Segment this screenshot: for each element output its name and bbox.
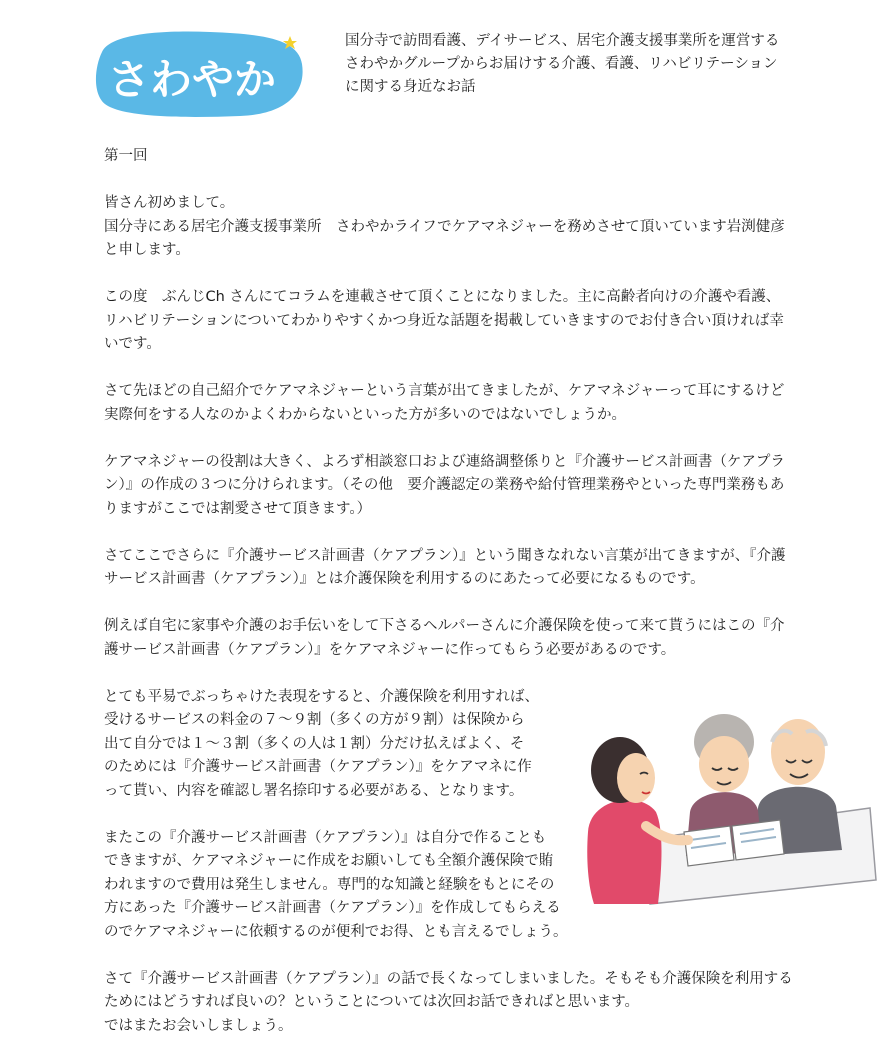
paragraph-line: できますが、ケアマネジャーに作成をお願いしても全額介護保険で賄	[104, 850, 804, 874]
paragraph-line: ではまたお会いしましょう。	[104, 1015, 804, 1038]
paragraph-line: さて先ほどの自己紹介でケアマネジャーという言葉が出てきましたが、ケアマネジャーって耳にするけど	[104, 380, 804, 404]
paragraph-line: のでケアマネジャーに依頼するのが便利でお得、とも言えるでしょう。	[104, 921, 804, 945]
paragraph-line: 方にあった『介護サービス計画書（ケアプラン）』を作成してもらえる	[104, 897, 804, 921]
paragraph-line: 国分寺にある居宅介護支援事業所 さわやかライフでケアマネジャーを務めさせて頂いています岩渕健彦	[104, 216, 804, 240]
paragraph-line: と申します。	[104, 239, 804, 263]
logo-text: さわやか	[108, 55, 276, 104]
paragraph-line: のためには『介護サービス計画書（ケアプラン）』をケアマネに作	[104, 756, 804, 780]
paragraph-line: さてここでさらに『介護サービス計画書（ケアプラン）』という聞きなれない言葉が出てきますが、『介護	[104, 545, 804, 569]
article-heading: 第一回	[104, 145, 804, 169]
paragraph-line: 出て自分では１〜３割（多くの人は１割）分だけ払えばよく、そ	[104, 733, 804, 757]
paragraph-line: りますがここでは割愛させて頂きます。）	[104, 498, 804, 522]
paragraph-line: またこの『介護サービス計画書（ケアプラン）』は自分で作ることも	[104, 827, 804, 851]
care-manager-consultation-illustration	[580, 690, 880, 905]
paragraph-line: って貰い、内容を確認し署名捺印する必要がある、となります。	[104, 780, 804, 804]
paragraph-line: リハビリテーションについてわかりやすくかつ身近な話題を掲載していきますのでお付き合い頂ければ幸	[104, 310, 804, 334]
paragraph-line: 皆さん初めまして。	[104, 192, 804, 216]
tagline-line: さわやかグループからお届けする介護、看護、リハビリテーション	[345, 53, 815, 76]
paragraph-line: とても平易でぶっちゃけた表現をすると、介護保険を利用すれば、	[104, 686, 804, 710]
logo-graphic	[90, 28, 308, 120]
paragraph-line: 受けるサービスの料金の７〜９割（多くの方が９割）は保険から	[104, 709, 804, 733]
tagline-line: に関する身近なお話	[345, 76, 815, 99]
paragraph-line: ン）』の作成の３つに分けられます。（その他 要介護認定の業務や給付管理業務やといった専門業務もあ	[104, 474, 804, 498]
paragraph-line: 実際何をする人なのかよくわからないといった方が多いのではないでしょうか。	[104, 404, 804, 428]
paragraph-line: ケアマネジャーの役割は大きく、よろず相談窓口および連絡調整係りと『介護サービス計画書（ケアプラ	[104, 451, 804, 475]
paragraph-line: ためにはどうすれば良いの？ということについては次回お話できればと思います。	[104, 991, 804, 1015]
paragraph-line: 例えば自宅に家事や介護のお手伝いをして下さるヘルパーさんに介護保険を使って来て貰うにはこの『介	[104, 615, 804, 639]
paragraph-line: いです。	[104, 333, 804, 357]
paragraph-line: この度 ぶんじCh さんにてコラムを連載させて頂くことになりました。主に高齢者向けの介護や看護、	[104, 286, 804, 310]
paragraph-line: われますので費用は発生しません。専門的な知識と経験をもとにその	[104, 874, 804, 898]
tagline	[345, 30, 815, 99]
paragraph-line: サービス計画書（ケアプラン）』とは介護保険を利用するのにあたって必要になるものです。	[104, 568, 804, 592]
sawayaka-logo	[90, 28, 308, 120]
paragraph-line: さて『介護サービス計画書（ケアプラン）』の話で長くなってしまいました。そもそも介護保険を利用する	[104, 968, 804, 992]
paragraph-line: 護サービス計画書（ケアプラン）』をケアマネジャーに作ってもらう必要があるのです。	[104, 639, 804, 663]
tagline-line: 国分寺で訪問看護、デイサービス、居宅介護支援事業所を運営する	[345, 30, 815, 53]
